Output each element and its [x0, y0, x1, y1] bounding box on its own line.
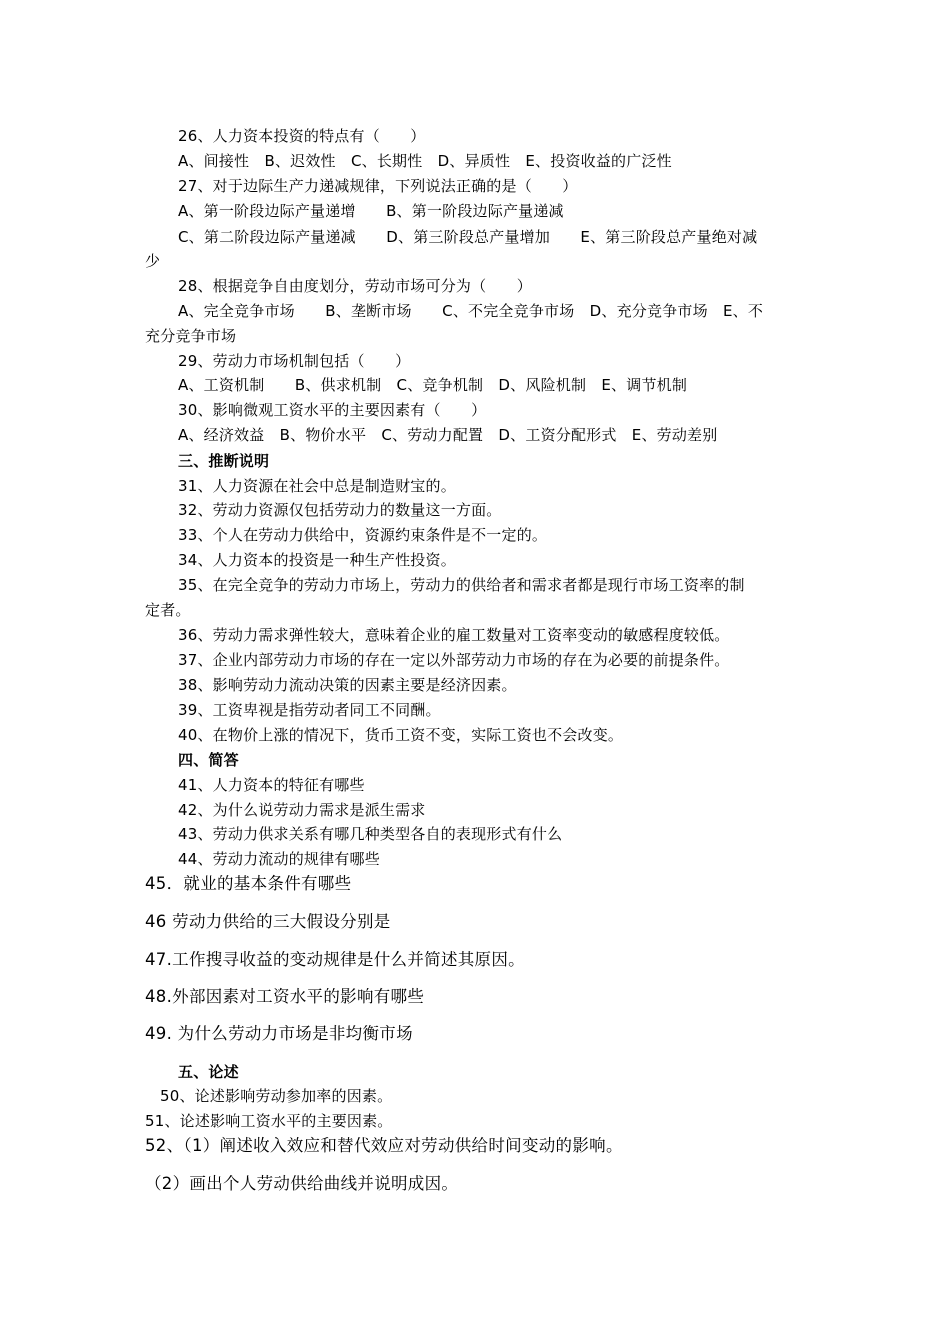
section-heading-4: 四、简答 [178, 751, 239, 769]
question-28: 28、根据竞争自由度划分，劳动市场可分为（ ） [178, 277, 532, 295]
question-29: 29、劳动力市场机制包括（ ） [178, 352, 411, 370]
statement-32: 32、劳动力资源仅包括劳动力的数量这一方面。 [178, 501, 502, 519]
question-28-options-2: 充分竞争市场 [145, 327, 237, 345]
statement-34: 34、人力资本的投资是一种生产性投资。 [178, 551, 456, 569]
statement-36: 36、劳动力需求弹性较大，意味着企业的雇工数量对工资率变动的敏感程度较低。 [178, 626, 730, 644]
question-28-options-1: A、完全竞争市场 B、垄断市场 C、不完全竞争市场 D、充分竞争市场 E、不 [178, 302, 764, 320]
statement-38: 38、影响劳动力流动决策的因素主要是经济因素。 [178, 676, 517, 694]
statement-35-cont: 定者。 [145, 601, 191, 619]
essay-52-part-2: （2）画出个人劳动供给曲线并说明成因。 [145, 1174, 459, 1193]
statement-37: 37、企业内部劳动力市场的存在一定以外部劳动力市场的存在为必要的前提条件。 [178, 651, 730, 669]
essay-50: 50、论述影响劳动参加率的因素。 [160, 1087, 393, 1105]
short-answer-41: 41、人力资本的特征有哪些 [178, 776, 365, 794]
statement-35: 35、在完全竞争的劳动力市场上，劳动力的供给者和需求者都是现行市场工资率的制 [178, 576, 745, 594]
short-answer-47: 47.工作搜寻收益的变动规律是什么并简述其原因。 [145, 950, 525, 969]
short-answer-49: 49. 为什么劳动力市场是非均衡市场 [145, 1024, 413, 1043]
statement-39: 39、工资卑视是指劳动者同工不同酬。 [178, 701, 441, 719]
statement-40: 40、在物价上涨的情况下，货币工资不变，实际工资也不会改变。 [178, 726, 624, 744]
essay-51: 51、论述影响工资水平的主要因素。 [145, 1112, 393, 1130]
short-answer-42: 42、为什么说劳动力需求是派生需求 [178, 801, 426, 819]
question-27-options-1: A、第一阶段边际产量递增 B、第一阶段边际产量递减 [178, 202, 564, 220]
question-27-options-3: 少 [145, 252, 161, 270]
statement-31: 31、人力资源在社会中总是制造财宝的。 [178, 477, 456, 495]
statement-33: 33、个人在劳动力供给中，资源约束条件是不一定的。 [178, 526, 548, 544]
short-answer-44: 44、劳动力流动的规律有哪些 [178, 850, 380, 868]
short-answer-46: 46 劳动力供给的三大假设分别是 [145, 912, 391, 931]
short-answer-43: 43、劳动力供求关系有哪几种类型各自的表现形式有什么 [178, 825, 563, 843]
question-27-options-2: C、第二阶段边际产量递减 D、第三阶段总产量增加 E、第三阶段总产量绝对减 [178, 228, 758, 246]
section-heading-5: 五、论述 [178, 1063, 239, 1081]
question-27: 27、对于边际生产力递减规律，下列说法正确的是（ ） [178, 177, 578, 195]
short-answer-48: 48.外部因素对工资水平的影响有哪些 [145, 987, 425, 1006]
section-heading-3: 三、推断说明 [178, 452, 270, 470]
question-30-options: A、经济效益 B、物价水平 C、劳动力配置 D、工资分配形式 E、劳动差别 [178, 426, 718, 444]
essay-52-part-1: 52、（1）阐述收入效应和替代效应对劳动供给时间变动的影响。 [145, 1136, 623, 1155]
question-26: 26、人力资本投资的特点有（ ） [178, 127, 426, 145]
question-30: 30、影响微观工资水平的主要因素有（ ） [178, 401, 487, 419]
question-26-options: A、间接性 B、迟效性 C、长期性 D、异质性 E、投资收益的广泛性 [178, 152, 672, 170]
question-29-options: A、工资机制 B、供求机制 C、竞争机制 D、风险机制 E、调节机制 [178, 376, 688, 394]
short-answer-45: 45．就业的基本条件有哪些 [145, 874, 352, 893]
